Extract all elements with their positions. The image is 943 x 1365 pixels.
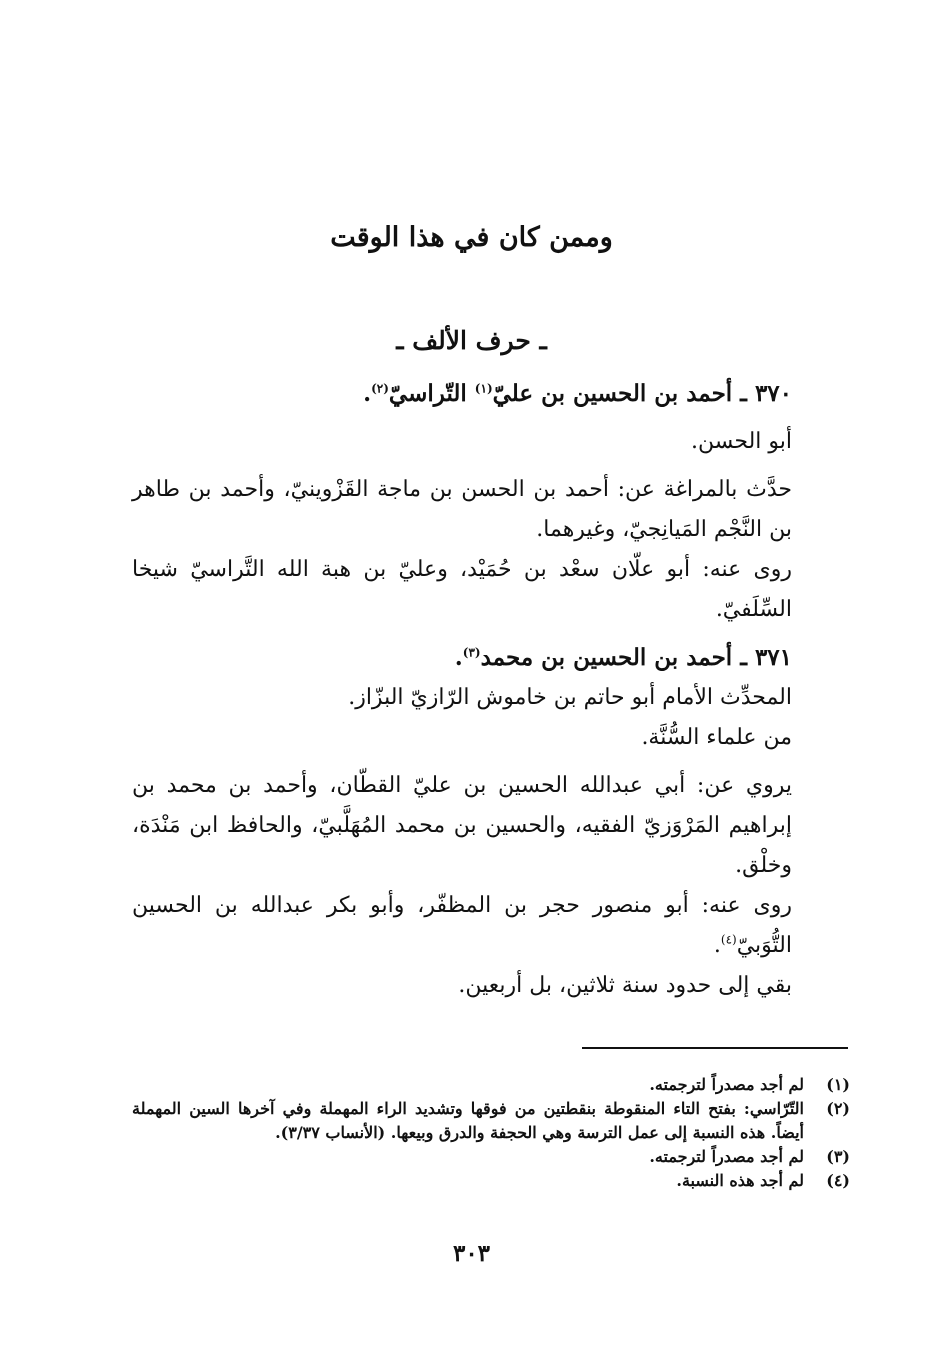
entry-370-kunya: أبو الحسن. — [691, 429, 792, 454]
page-number: ٣٠٣ — [452, 1240, 491, 1267]
entry-370-heading: ٣٧٠ ـ أحمد بن الحسين بن عليّ$^{(١)}$ التّراسيّ$^{(٢)}$. — [363, 380, 792, 407]
page-title: وممن كان في هذا الوقت — [330, 222, 613, 253]
entry-370-narrated-by: روى عنه: أبو علّان سعْد بن حُمَيْد، وعليّ بن هبة الله التَّراسيّ شيخا السِّلَفيّ. — [132, 557, 792, 622]
entry-371-narrates-from: يروي عن: أبي عبدالله الحسين بن عليّ القطّان، وأحمد بن محمد بن إبراهيم المَرْوَزيّ الفقيه، والحسين بن محمد المُهَلَّبيّ، والحافظ ابن مَنْدَة، وخلْق. — [132, 773, 792, 878]
footnotes — [132, 1073, 850, 1193]
footnote-ref-3: (٣) — [462, 645, 481, 660]
section-title: ـ حرف الألف ـ — [396, 326, 547, 355]
entry-371-narrated-by: روى عنه: أبو منصور حجر بن المظفّر، وأبو بكر عبدالله بن الحسين التُّوَبيّ$^{(٤)}$. — [132, 893, 792, 958]
footnote-divider — [582, 1047, 848, 1049]
footnote-ref-4: (٤) — [720, 932, 737, 947]
entry-370-narrated-from: حدَّث بالمراغة عن: أحمد بن الحسن بن ماجة القَزْوينيّ، وأحمد بن طاهر بن النَّجْم المَيانِجيّ، وغيرهما. — [132, 477, 792, 542]
entry-371-heading: ٣٧١ ـ أحمد بن الحسين بن محمد$^{(٣)}$. — [454, 644, 792, 671]
main-text — [132, 374, 852, 1006]
footnote-4: (٤) لم أجد هذه النسبة. — [676, 1171, 850, 1190]
footnote-ref-2: (٢) — [371, 381, 389, 396]
footnote-1: (١) لم أجد مصدراً لترجمته. — [649, 1075, 850, 1094]
footnote-3: (٣) لم أجد مصدراً لترجمته. — [649, 1147, 850, 1166]
entry-371-description: المحدِّث الأمام أبو حاتم بن خاموش الرّازيّ البزّاز. — [348, 685, 792, 710]
footnote-2: (٢) التّرّاسي: بفتح التاء المنقوطة بنقطتين من فوقها وتشديد الراء المهملة وفي آخرها السين المهملة أيضاً. هذه النسبة إلى عمل الترسة وهي الحجفة والدرق وبيعها. (الأنساب ٣/٣٧). — [132, 1099, 850, 1142]
entry-371-scholar-note: من علماء السُّنَّة. — [641, 725, 792, 750]
entry-371-lifespan: بقي إلى حدود سنة ثلاثين، بل أربعين. — [458, 973, 792, 998]
footnote-ref-1: (١) — [474, 381, 493, 396]
